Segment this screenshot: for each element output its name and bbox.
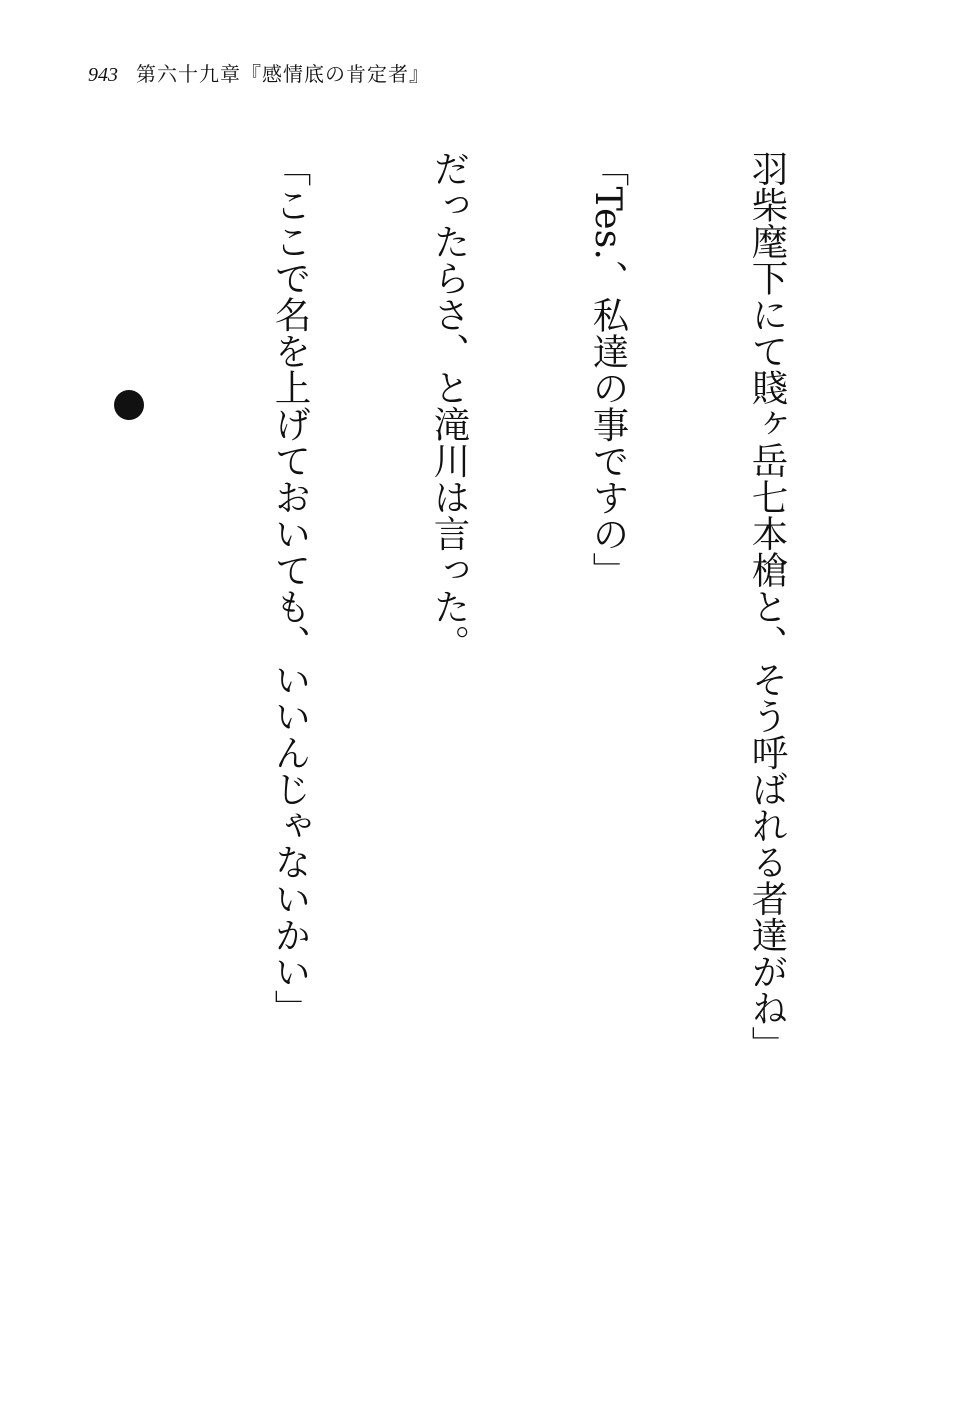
scene-break-dot-icon [114,390,144,420]
scene-break [105,150,158,1360]
text-line: 「Tes.、私達の事ですの」 [587,150,630,589]
text-line: だったらさ、と滝川は言った。 [428,150,471,661]
novel-body-text [80,150,900,1360]
text-line: 羽柴麾下にて賤ヶ岳七本槍と、そう呼ばれる者達がね」 [746,150,789,1063]
chapter-title: 第六十九章『感情底の肯定者』 [136,62,430,86]
page-number: 943 [88,64,118,86]
text-line: 「ここで名を上げておいても、いいんじゃないかい」 [269,150,312,1026]
page-header [88,58,430,87]
